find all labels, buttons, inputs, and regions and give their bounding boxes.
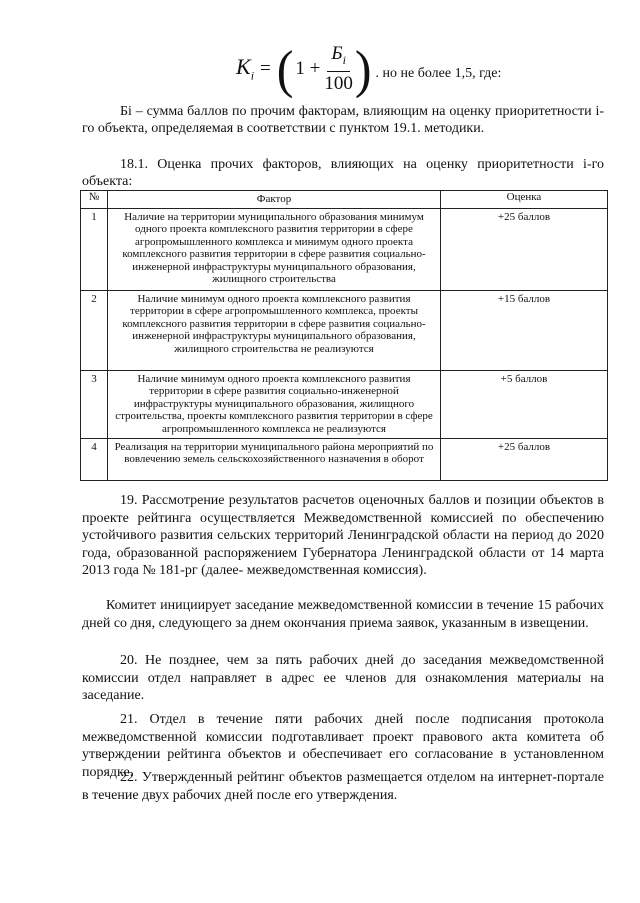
table-row	[81, 208, 608, 290]
formula-numerator: $Б_i$	[327, 42, 350, 73]
formula-condition: . но не более 1,5, где:	[375, 66, 502, 81]
formula-fraction	[324, 42, 353, 97]
paragraph-committee: Комитет инициирует заседание межведомственной комиссии в течение 15 рабочих дней со дня, следующего за днем окончания приема заявок, указанным в извещении.	[82, 598, 604, 631]
bi-definition-paragraph: Бi – сумма баллов по прочим факторам, влияющим на оценку приоритетности i-го объекта, определяемая в соответствии с пунктом 19.1. методики.	[82, 104, 604, 136]
paragraph-20: 20. Не позднее, чем за пять рабочих дней до заседания межведомственной комиссии отдел направляет в адрес ее членов для ознакомления материалы на заседание.	[82, 653, 604, 704]
row-score: +5 баллов	[441, 370, 608, 438]
formula-close-paren: )	[354, 39, 372, 99]
row-num: 4	[81, 438, 108, 480]
formula-denominator: 100	[324, 73, 353, 95]
table-row	[81, 370, 608, 438]
row-num: 3	[81, 370, 108, 438]
section-18-1-heading: 18.1. Оценка прочих факторов, влияющих на оценку приоритетности i-го объекта:	[82, 157, 604, 189]
header-score: Оценка	[441, 191, 608, 209]
row-score: +15 баллов	[441, 290, 608, 370]
table-row	[81, 290, 608, 370]
formula-equals: =	[260, 58, 271, 79]
paragraph-22: 22. Утвержденный рейтинг объектов размещается отделом на интернет-портале в течение двух рабочих дней после его утверждения.	[82, 770, 604, 803]
formula-open-paren: (	[276, 39, 294, 99]
row-factor: Наличие на территории муниципального образования минимум одного проекта комплексного развития территории в сфере агропромышленного комплекса и минимум одного проекта комплексного развития территории в сфере развития социально-инженерной инфраструктуры муниципального образования, жилищного строительства	[108, 208, 441, 290]
row-factor: Наличие минимум одного проекта комплексного развития территории в сфере развития социально-инженерной инфраструктуры муниципального образования, жилищного строительства, проекты комплексного развития территории в сфере агропромышленного комплекса не реализуются	[108, 370, 441, 438]
row-num: 1	[81, 208, 108, 290]
coefficient-formula	[236, 38, 501, 100]
row-num: 2	[81, 290, 108, 370]
row-factor: Реализация на территории муниципального района мероприятий по вовлечению земель сельскохозяйственного назначения в оборот	[108, 438, 441, 480]
formula-one-plus: 1 +	[295, 58, 321, 79]
formula-lhs: $K_i$	[236, 54, 255, 83]
header-factor: Фактор	[108, 191, 441, 209]
paragraph-21: 21. Отдел в течение пяти рабочих дней после подписания протокола межведомственной комиссии подготавливает проект правового акта комитета об утверждении рейтинга объектов и обеспечивает его согласование в установленном порядке.	[82, 712, 604, 780]
paragraph-19: 19. Рассмотрение результатов расчетов оценочных баллов и позиции объектов в проекте рейтинга осуществляется Межведомственной комиссией по обеспечению устойчивого развития сельских территорий Ленинградской области на период до 2020 года, образованной распоряжением Губернатора Ленинградской области от 14 марта 2013 года № 181-рг (далее- межведомственная комиссия).	[82, 493, 604, 579]
table-row	[81, 438, 608, 480]
header-num: №	[81, 191, 108, 209]
factors-table	[80, 190, 608, 481]
row-score: +25 баллов	[441, 438, 608, 480]
table-header-row	[81, 191, 608, 209]
row-score: +25 баллов	[441, 208, 608, 290]
row-factor: Наличие минимум одного проекта комплексного развития территории в сфере агропромышленного комплекса, проекты комплексного развития территории в сфере развития социально-инженерной инфраструктуры муниципального образования, жилищного строительства не реализуются	[108, 290, 441, 370]
